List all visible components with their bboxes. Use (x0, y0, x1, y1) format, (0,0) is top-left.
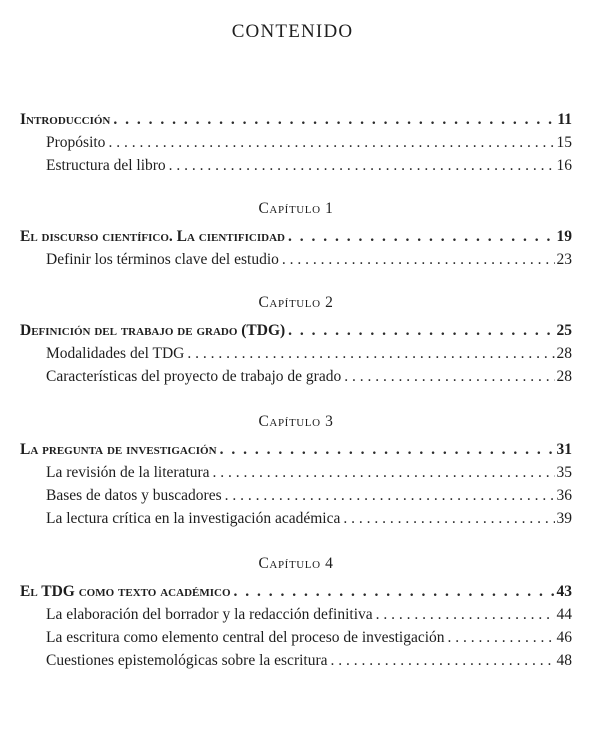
toc-entry-label: El discurso científico. La cientificidad (20, 228, 285, 245)
chapter-heading: Capítulo 3 (258, 413, 334, 430)
toc-subentry-label: La escritura como elemento central del proceso de investigación (46, 629, 445, 646)
leader-dots (282, 248, 555, 271)
toc-page-number: 36 (556, 487, 572, 504)
toc-page-number: 28 (556, 368, 572, 385)
toc-entry-label: El TDG como texto académico (20, 583, 231, 600)
leader-dots (288, 320, 554, 342)
toc-entry-label: Definición del trabajo de grado (TDG) (20, 322, 286, 339)
toc-page-number: 43 (556, 583, 572, 600)
toc-subentry-label: Estructura del libro (46, 157, 166, 174)
toc-subentry-label: Modalidades del TDG (46, 345, 185, 362)
toc-subentry[interactable] (20, 649, 572, 672)
leader-dots (108, 131, 554, 154)
toc-entry-chapter-2[interactable] (20, 320, 572, 342)
toc-subentry[interactable] (20, 603, 572, 626)
chapter-4-block (20, 553, 572, 672)
toc-page-number: 19 (556, 228, 572, 245)
toc-subentry[interactable] (20, 342, 572, 365)
page-title: CONTENIDO (231, 20, 354, 42)
chapter-3-block (20, 411, 572, 530)
toc-page-number: 46 (556, 629, 572, 646)
toc-subentry-label: Definir los términos clave del estudio (46, 251, 279, 268)
toc-entry-label: La pregunta de investigación (20, 441, 217, 458)
toc-subentry-label: La revisión de la literatura (46, 464, 210, 481)
toc-subentry-label: Bases de datos y buscadores (46, 487, 222, 504)
toc-subentry[interactable] (20, 365, 572, 388)
toc-subentry[interactable] (20, 484, 572, 507)
chapter-heading: Capítulo 4 (258, 555, 334, 572)
chapter-2-block (20, 292, 572, 388)
toc-subentry[interactable] (20, 248, 572, 271)
toc-page-number: 11 (557, 111, 572, 128)
leader-dots (343, 507, 554, 530)
toc-subentry-label: La lectura crítica en la investigación académica (46, 510, 341, 527)
chapter-heading: Capítulo 2 (258, 294, 334, 311)
toc-entry-chapter-1[interactable] (20, 226, 572, 248)
toc-entry-chapter-3[interactable] (20, 439, 572, 461)
toc-page-number: 35 (556, 464, 572, 481)
toc-subentry[interactable] (20, 626, 572, 649)
toc-page-number: 28 (556, 345, 572, 362)
toc-subentry[interactable] (20, 507, 572, 530)
toc-page-number: 31 (556, 441, 572, 458)
toc-page-number: 15 (556, 134, 572, 151)
toc-subentry-label: La elaboración del borrador y la redacción definitiva (46, 606, 373, 623)
toc-page-number: 25 (556, 322, 572, 339)
toc-page-number: 44 (556, 606, 572, 623)
leader-dots (187, 342, 554, 365)
leader-dots (234, 581, 555, 603)
toc-subentry-label: Propósito (46, 134, 106, 151)
toc-entry-label: Introducción (20, 111, 111, 128)
leader-dots (288, 226, 555, 248)
toc-subentry[interactable] (20, 461, 572, 484)
leader-dots (344, 365, 554, 388)
leader-dots (220, 439, 555, 461)
toc-subentry-label: Características del proyecto de trabajo de grado (46, 368, 342, 385)
toc-page-number: 48 (556, 652, 572, 669)
chapter-heading: Capítulo 1 (258, 200, 334, 217)
toc-subentry[interactable] (20, 131, 572, 154)
toc-entry-introduccion[interactable] (20, 109, 572, 131)
toc-page-number: 16 (556, 157, 572, 174)
leader-dots (376, 603, 555, 626)
toc-page-number: 23 (556, 251, 572, 268)
toc-page-number: 39 (556, 510, 572, 527)
toc-subentry[interactable] (20, 154, 572, 177)
leader-dots (213, 461, 555, 484)
leader-dots (331, 649, 555, 672)
leader-dots (225, 484, 555, 507)
chapter-1-block (20, 198, 572, 271)
leader-dots (113, 109, 555, 131)
table-of-contents (20, 109, 572, 672)
leader-dots (448, 626, 555, 649)
toc-subentry-label: Cuestiones epistemológicas sobre la escritura (46, 652, 328, 669)
toc-entry-chapter-4[interactable] (20, 581, 572, 603)
leader-dots (169, 154, 555, 177)
